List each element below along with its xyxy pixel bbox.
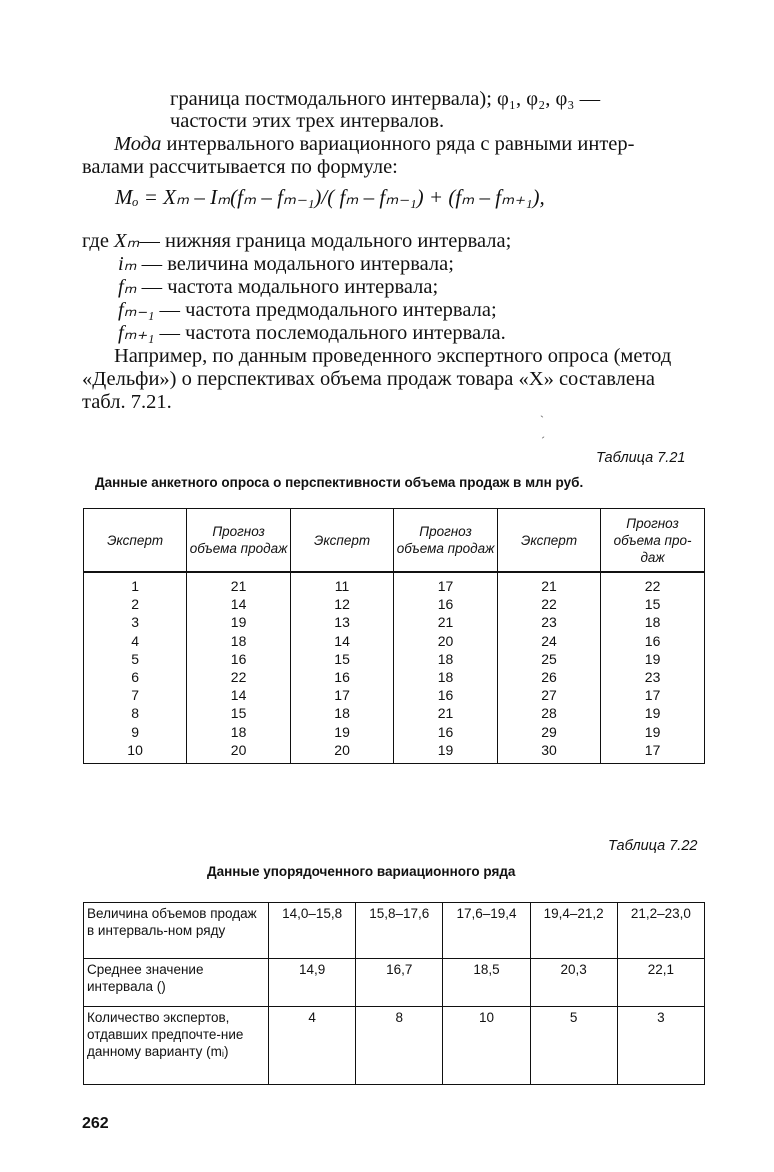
table-row bbox=[84, 723, 705, 741]
mode-term: Мода bbox=[114, 133, 162, 155]
table-cell: 20 bbox=[394, 632, 498, 650]
table-cell: 17 bbox=[601, 686, 705, 704]
table-cell: 13 bbox=[290, 613, 393, 631]
mode-formula: Mₒ = Xₘ – Iₘ(fₘ – fₘ₋₁)/( fₘ – fₘ₋₁) + (fₘ – fₘ₊₁), bbox=[115, 185, 545, 209]
table-header-row bbox=[84, 509, 705, 573]
table-cell: 21,2–23,0 bbox=[617, 903, 704, 959]
table-cell: 16 bbox=[394, 723, 498, 741]
table-cell: 24 bbox=[497, 632, 600, 650]
table-cell: 30 bbox=[497, 741, 600, 764]
table-7-22-caption: Таблица 7.22 bbox=[608, 838, 698, 854]
table-cell: 16 bbox=[187, 650, 291, 668]
definition-4-text: — частота предмодального интервала; bbox=[159, 299, 497, 321]
text-line-3-rest: интервального вариационного ряда с равными интер- bbox=[161, 133, 635, 155]
definition-3-symbol: fₘ bbox=[118, 276, 137, 298]
table-row bbox=[84, 1007, 705, 1085]
table-row bbox=[84, 903, 705, 959]
table-cell: 3 bbox=[617, 1007, 704, 1085]
table-cell: 15 bbox=[187, 704, 291, 722]
row-label: Величина объемов продаж в интерваль-ном ряду bbox=[84, 903, 269, 959]
table-cell: 19 bbox=[601, 704, 705, 722]
table-body bbox=[84, 903, 705, 1085]
where-word: где bbox=[82, 230, 109, 252]
definition-5-text: — частота послемодального интервала. bbox=[159, 322, 506, 344]
table-row bbox=[84, 650, 705, 668]
column-header: Эксперт bbox=[290, 509, 393, 573]
column-header: Прогноз объема продаж bbox=[394, 509, 498, 573]
table-cell: 19 bbox=[394, 741, 498, 764]
table-cell: 16,7 bbox=[356, 959, 443, 1007]
table-cell: 14,9 bbox=[269, 959, 356, 1007]
table-cell: 6 bbox=[84, 668, 187, 686]
table-cell: 18 bbox=[394, 650, 498, 668]
table-row bbox=[84, 595, 705, 613]
table-row bbox=[84, 686, 705, 704]
table-cell: 19 bbox=[601, 723, 705, 741]
table-cell: 14 bbox=[187, 686, 291, 704]
table-cell: 12 bbox=[290, 595, 393, 613]
table-row bbox=[84, 613, 705, 631]
table-cell: 25 bbox=[497, 650, 600, 668]
table-7-22-title: Данные упорядоченного вариационного ряда bbox=[207, 864, 516, 879]
table-cell: 14,0–15,8 bbox=[269, 903, 356, 959]
row-label: Среднее значение интервала () bbox=[84, 959, 269, 1007]
table-cell: 4 bbox=[269, 1007, 356, 1085]
column-header: Прогноз объема про-даж bbox=[601, 509, 705, 573]
table-cell: 21 bbox=[187, 572, 291, 595]
table-cell: 8 bbox=[356, 1007, 443, 1085]
table-row bbox=[84, 572, 705, 595]
table-cell: 22,1 bbox=[617, 959, 704, 1007]
table-7-21 bbox=[83, 508, 705, 764]
table-cell: 20 bbox=[290, 741, 393, 764]
table-row bbox=[84, 668, 705, 686]
table-cell: 1 bbox=[84, 572, 187, 595]
definition-1-text: — нижняя граница модального интервала; bbox=[139, 230, 512, 252]
paragraph-line-3: табл. 7.21. bbox=[82, 391, 172, 413]
table-cell: 22 bbox=[497, 595, 600, 613]
table-cell: 18 bbox=[290, 704, 393, 722]
definition-5-symbol: fₘ₊₁ bbox=[118, 322, 155, 344]
table-cell: 19 bbox=[187, 613, 291, 631]
table-cell: 15 bbox=[290, 650, 393, 668]
table-cell: 15 bbox=[601, 595, 705, 613]
table-cell: 16 bbox=[394, 686, 498, 704]
definition-2-symbol: iₘ bbox=[118, 253, 137, 275]
table-row bbox=[84, 741, 705, 764]
table-cell: 23 bbox=[497, 613, 600, 631]
table-cell: 21 bbox=[394, 613, 498, 631]
table-row bbox=[84, 704, 705, 722]
table-row bbox=[84, 959, 705, 1007]
table-cell: 8 bbox=[84, 704, 187, 722]
table-7-21-title: Данные анкетного опроса о перспективности объема продаж в млн руб. bbox=[95, 475, 584, 490]
table-cell: 20 bbox=[187, 741, 291, 764]
definition-2-text: — величина модального интервала; bbox=[141, 253, 454, 275]
column-header: Эксперт bbox=[497, 509, 600, 573]
row-label: Количество экспертов, отдавших предпочте-ние данному варианту (mᵢ) bbox=[84, 1007, 269, 1085]
table-cell: 10 bbox=[84, 741, 187, 764]
table-cell: 22 bbox=[601, 572, 705, 595]
stray-mark: ˎ bbox=[540, 404, 544, 418]
table-cell: 16 bbox=[394, 595, 498, 613]
table-cell: 26 bbox=[497, 668, 600, 686]
table-cell: 14 bbox=[187, 595, 291, 613]
paragraph-line-2: «Дельфи») о перспективах объема продаж товара «Х» составлена bbox=[82, 368, 656, 390]
paragraph-line-1: Например, по данным проведенного экспертного опроса (метод bbox=[114, 345, 672, 367]
table-cell: 14 bbox=[290, 632, 393, 650]
text-line-4: валами рассчитывается по формуле: bbox=[82, 156, 398, 178]
table-cell: 16 bbox=[290, 668, 393, 686]
table-cell: 19 bbox=[290, 723, 393, 741]
table-cell: 2 bbox=[84, 595, 187, 613]
table-cell: 17 bbox=[394, 572, 498, 595]
table-row bbox=[84, 632, 705, 650]
table-cell: 18 bbox=[187, 723, 291, 741]
table-cell: 29 bbox=[497, 723, 600, 741]
table-cell: 19,4–21,2 bbox=[530, 903, 617, 959]
table-cell: 18 bbox=[187, 632, 291, 650]
table-cell: 11 bbox=[290, 572, 393, 595]
table-cell: 17 bbox=[601, 741, 705, 764]
table-cell: 15,8–17,6 bbox=[356, 903, 443, 959]
table-cell: 18 bbox=[394, 668, 498, 686]
table-body bbox=[84, 572, 705, 764]
table-cell: 21 bbox=[394, 704, 498, 722]
table-cell: 18 bbox=[601, 613, 705, 631]
table-cell: 28 bbox=[497, 704, 600, 722]
table-cell: 27 bbox=[497, 686, 600, 704]
table-cell: 10 bbox=[443, 1007, 530, 1085]
table-cell: 19 bbox=[601, 650, 705, 668]
table-cell: 21 bbox=[497, 572, 600, 595]
definition-4-symbol: fₘ₋₁ bbox=[118, 299, 155, 321]
definition-1-symbol: Xₘ bbox=[114, 230, 140, 252]
table-cell: 16 bbox=[601, 632, 705, 650]
text-line-2: частости этих трех интервалов. bbox=[170, 110, 445, 132]
table-cell: 17,6–19,4 bbox=[443, 903, 530, 959]
table-cell: 5 bbox=[530, 1007, 617, 1085]
column-header: Эксперт bbox=[84, 509, 187, 573]
table-7-22 bbox=[83, 902, 705, 1085]
table-cell: 22 bbox=[187, 668, 291, 686]
table-cell: 9 bbox=[84, 723, 187, 741]
stray-mark: ˊ bbox=[541, 434, 545, 448]
table-cell: 5 bbox=[84, 650, 187, 668]
table-cell: 20,3 bbox=[530, 959, 617, 1007]
table-cell: 4 bbox=[84, 632, 187, 650]
text-line-1: граница постмодального интервала); φ₁, φ₂, φ₃ — bbox=[170, 88, 601, 110]
table-cell: 23 bbox=[601, 668, 705, 686]
definition-3-text: — частота модального интервала; bbox=[141, 276, 439, 298]
table-cell: 3 bbox=[84, 613, 187, 631]
table-cell: 7 bbox=[84, 686, 187, 704]
page-number: 262 bbox=[82, 1115, 109, 1132]
column-header: Прогноз объема продаж bbox=[187, 509, 291, 573]
table-7-21-caption: Таблица 7.21 bbox=[596, 450, 686, 466]
table-cell: 17 bbox=[290, 686, 393, 704]
table-cell: 18,5 bbox=[443, 959, 530, 1007]
